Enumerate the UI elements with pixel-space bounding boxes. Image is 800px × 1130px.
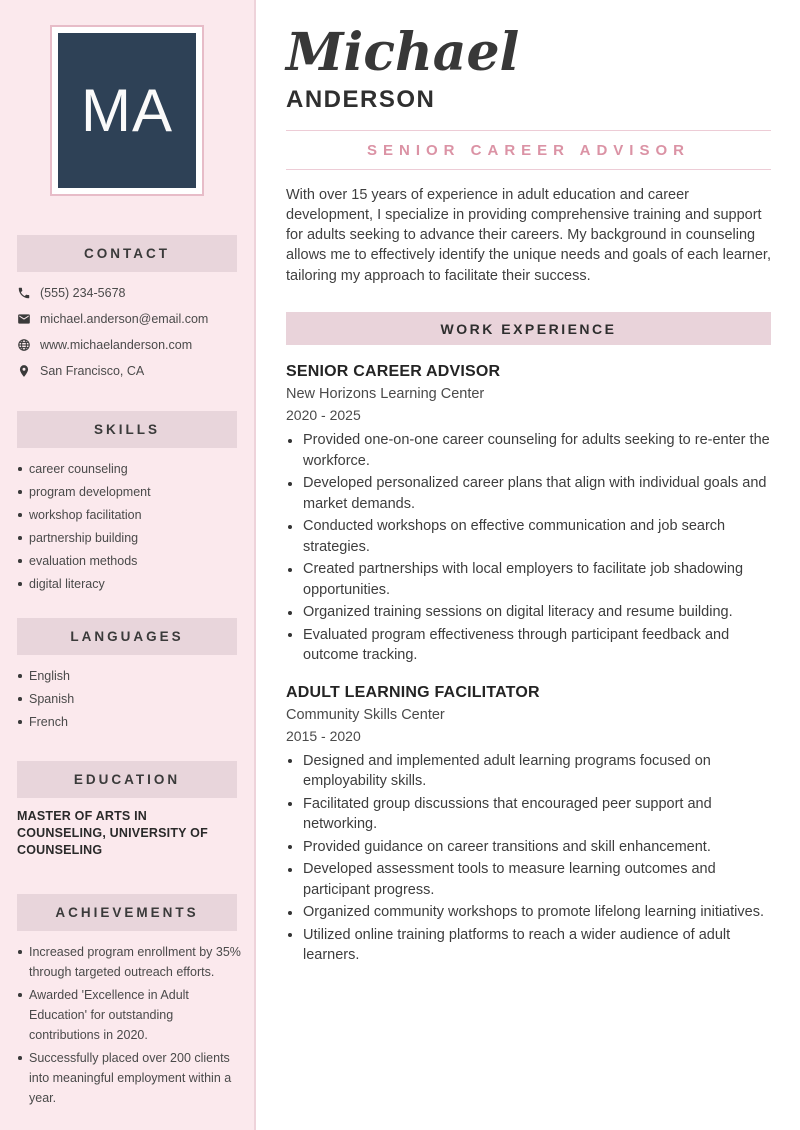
contact-website: www.michaelanderson.com xyxy=(40,338,193,352)
education-degree: MASTER OF ARTS IN COUNSELING, UNIVERSITY OF COUNSELING xyxy=(17,809,208,857)
headline-title: SENIOR CAREER ADVISOR xyxy=(367,141,690,159)
job-bullet: Evaluated program effectiveness through participant feedback and outcome tracking. xyxy=(286,625,771,666)
last-name: ANDERSON xyxy=(286,85,436,113)
headline-block xyxy=(286,130,771,170)
achievements-section-title: ACHIEVEMENTS xyxy=(55,905,199,920)
job-bullet: Organized community workshops to promote lifelong learning initiatives. xyxy=(286,902,771,923)
job-bullet-list xyxy=(286,430,771,666)
languages-list xyxy=(17,666,244,732)
skill-item: program development xyxy=(17,482,244,502)
skill-item: evaluation methods xyxy=(17,551,244,571)
language-item: French xyxy=(17,712,244,732)
job-bullet: Designed and implemented adult learning programs focused on employability skills. xyxy=(286,751,771,792)
job-company: Community Skills Center xyxy=(286,706,445,723)
job-bullet: Provided guidance on career transitions and skill enhancement. xyxy=(286,837,771,858)
job-bullet: Utilized online training platforms to reach a wider audience of adult learners. xyxy=(286,925,771,966)
contact-row-phone xyxy=(17,286,246,300)
achievement-item: Increased program enrollment by 35% through targeted outreach efforts. xyxy=(17,942,244,982)
work-experience-title: WORK EXPERIENCE xyxy=(440,320,617,337)
skill-item: career counseling xyxy=(17,459,244,479)
job-bullet: Organized training sessions on digital literacy and resume building. xyxy=(286,602,771,623)
job-bullet: Conducted workshops on effective communication and job search strategies. xyxy=(286,516,771,557)
education-section-title: EDUCATION xyxy=(73,772,181,787)
skill-item: workshop facilitation xyxy=(17,505,244,525)
contact-row-location xyxy=(17,364,246,378)
main-content xyxy=(256,0,800,1130)
job-entry xyxy=(286,684,771,966)
contact-section-header xyxy=(17,235,237,272)
first-name: Michael xyxy=(286,22,520,83)
languages-section-header xyxy=(17,618,237,655)
job-title: SENIOR CAREER ADVISOR xyxy=(286,363,501,381)
job-dates: 2015 - 2020 xyxy=(286,727,361,744)
skills-section-title: SKILLS xyxy=(93,422,160,437)
skills-section-header xyxy=(17,411,237,448)
job-dates: 2020 - 2025 xyxy=(286,407,361,424)
skill-item: digital literacy xyxy=(17,574,244,594)
skills-list xyxy=(17,459,244,594)
job-title: ADULT LEARNING FACILITATOR xyxy=(286,683,540,701)
skill-item: partnership building xyxy=(17,528,244,548)
location-icon xyxy=(17,364,31,378)
job-bullet: Developed personalized career plans that align with individual goals and market demands. xyxy=(286,473,771,514)
photo-frame xyxy=(50,25,204,196)
job-bullet: Provided one-on-one career counseling for adults seeking to re-enter the workforce. xyxy=(286,430,771,471)
monogram-initials: MA xyxy=(81,77,173,144)
contact-row-website xyxy=(17,338,246,352)
job-bullet: Facilitated group discussions that encouraged peer support and networking. xyxy=(286,794,771,835)
phone-icon xyxy=(17,286,31,300)
globe-icon xyxy=(17,338,31,352)
job-bullet: Created partnerships with local employers to facilitate job shadowing opportunities. xyxy=(286,559,771,600)
divider-bottom xyxy=(286,169,771,170)
sidebar xyxy=(0,0,256,1130)
contact-row-email xyxy=(17,312,246,326)
summary-paragraph: With over 15 years of experience in adult education and career development, I specialize in providing comprehensive training and support for adults seeking to advance their careers. My background in counseling allows me to effectively identify the unique needs and goals of each learner, tailoring my approach to facilitate their success. xyxy=(286,186,771,284)
achievement-item: Awarded 'Excellence in Adult Education' for outstanding contributions in 2020. xyxy=(17,985,244,1045)
education-section-header xyxy=(17,761,237,798)
job-entry xyxy=(286,363,771,666)
job-bullet-list xyxy=(286,751,771,966)
languages-section-title: LANGUAGES xyxy=(70,629,184,644)
language-item: English xyxy=(17,666,244,686)
contact-section-title: CONTACT xyxy=(84,246,170,261)
email-icon xyxy=(17,312,31,326)
monogram-avatar xyxy=(58,33,196,188)
job-company: New Horizons Learning Center xyxy=(286,386,485,403)
achievements-section-header xyxy=(17,894,237,931)
language-item: Spanish xyxy=(17,689,244,709)
achievements-list xyxy=(17,942,244,1108)
contact-location: San Francisco, CA xyxy=(40,364,145,378)
work-experience-header xyxy=(286,312,771,345)
achievement-item: Successfully placed over 200 clients into meaningful employment within a year. xyxy=(17,1048,244,1108)
contact-list xyxy=(17,286,246,378)
contact-email: michael.anderson@email.com xyxy=(40,312,209,326)
contact-phone: (555) 234-5678 xyxy=(40,286,126,300)
job-bullet: Developed assessment tools to measure learning outcomes and participant progress. xyxy=(286,859,771,900)
